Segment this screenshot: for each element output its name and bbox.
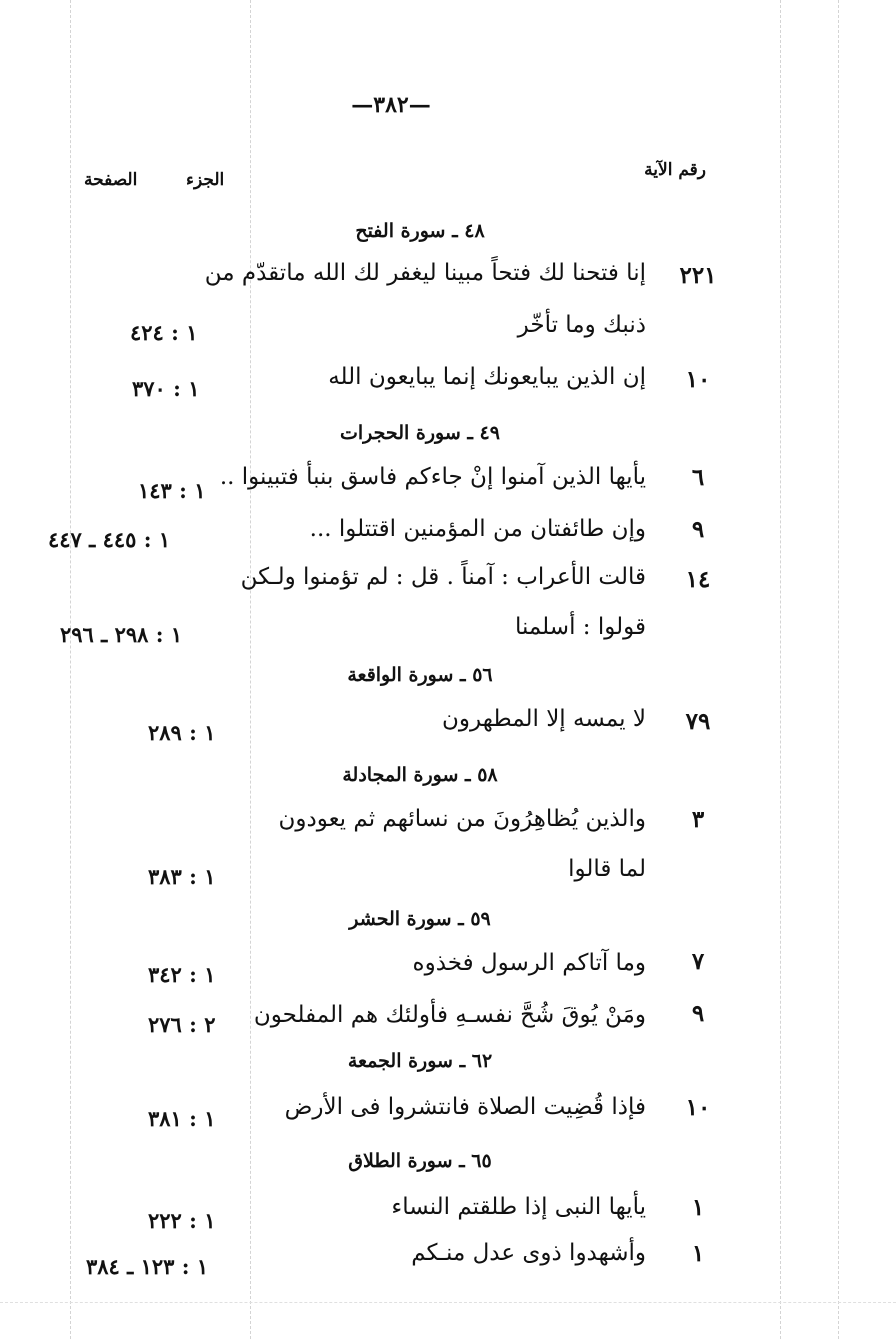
- ayah-text: إنا فتحنا لك فتحاً مبينا ليغفر لك الله ماتقدّم من: [204, 260, 646, 286]
- ayah-number: ١: [691, 1194, 705, 1221]
- reference: ١ : ٣٧٠: [132, 376, 200, 401]
- ayah-text: لا يمسه إلا المطهرون: [442, 706, 646, 732]
- surah-heading: ٤٨ ـ سورة الفتح: [355, 220, 485, 242]
- reference: ١ : ١٤٣: [138, 478, 206, 503]
- reference: ١ : ٤٢٤: [130, 320, 198, 345]
- scan-guide-line: [0, 1302, 896, 1303]
- ayah-number: ٧٩: [685, 708, 711, 735]
- ayah-number: ١٠: [685, 366, 711, 393]
- ayah-text: فإذا قُضِيت الصلاة فانتشروا فى الأرض: [284, 1094, 646, 1120]
- surah-heading: ٦٥ ـ سورة الطلاق: [348, 1150, 492, 1172]
- ayah-text: لما قالوا: [568, 856, 646, 882]
- reference: ١ : ٢٨٩: [148, 720, 216, 745]
- reference: ١ : ٣٨٣: [148, 864, 216, 889]
- scan-guide-line: [250, 0, 251, 1339]
- surah-heading: ٦٢ ـ سورة الجمعة: [347, 1050, 493, 1072]
- ayah-number: ٩: [691, 1000, 705, 1027]
- ayah-number: ٣: [691, 806, 705, 833]
- surah-heading: ٤٩ ـ سورة الحجرات: [340, 422, 500, 444]
- scan-guide-line: [838, 0, 839, 1339]
- ayah-text: وأشهدوا ذوى عدل منـكم: [411, 1240, 646, 1266]
- reference: ١ : ٢٢٢: [148, 1208, 216, 1233]
- page-number: —٣٨٢—: [351, 92, 431, 118]
- ayah-text: وإن طائفتان من المؤمنين اقتتلوا ...: [309, 516, 646, 542]
- ayah-number: ٧: [691, 948, 705, 975]
- ayah-number: ٩: [691, 516, 705, 543]
- surah-heading: ٥٩ ـ سورة الحشر: [349, 908, 491, 930]
- surah-heading: ٥٨ ـ سورة المجادلة: [342, 764, 498, 786]
- scan-guide-line: [70, 0, 71, 1339]
- ayah-text: يأيها الذين آمنوا إنْ جاءكم فاسق بنبأ فتبينوا ..: [219, 464, 646, 490]
- ayah-text: ذنبك وما تأخّر: [517, 312, 646, 338]
- ayah-number: ١٠: [685, 1094, 711, 1121]
- ayah-text: وما آتاكم الرسول فخذوه: [412, 950, 646, 976]
- reference: ٢ : ٢٧٦: [148, 1012, 216, 1037]
- header-juz: الجزء: [186, 170, 225, 190]
- header-ayah-number: رقم الآية: [644, 160, 706, 180]
- ayah-number: ٢٢١: [679, 262, 717, 289]
- header-page: الصفحة: [84, 170, 138, 190]
- ayah-text: إن الذين يبايعونك إنما يبايعون الله: [328, 364, 646, 390]
- ayah-text: والذين يُظاهِرُونَ من نسائهم ثم يعودون: [278, 806, 646, 832]
- reference: ١ : ٣٤٢: [148, 962, 216, 987]
- ayah-text: قالت الأعراب : آمناً . قل : لم تؤمنوا ولـكن: [240, 564, 646, 590]
- reference: ١ : ٤٤٥ ـ ٤٤٧: [48, 527, 171, 552]
- ayah-number: ١: [691, 1240, 705, 1267]
- ayah-text: قولوا : أسلمنا: [514, 614, 646, 640]
- reference: ١ : ١٢٣ ـ ٣٨٤: [86, 1254, 209, 1279]
- ayah-number: ٦: [691, 464, 705, 491]
- reference: ١ : ٣٨١: [148, 1106, 216, 1131]
- ayah-text: ومَنْ يُوقَ شُحَّ نفسـهِ فأولئك هم المفلحون: [253, 1002, 646, 1028]
- surah-heading: ٥٦ ـ سورة الواقعة: [347, 664, 493, 686]
- scan-guide-line: [780, 0, 781, 1339]
- ayah-text: يأيها النبى إذا طلقتم النساء: [391, 1194, 646, 1220]
- ayah-number: ١٤: [685, 566, 711, 593]
- reference: ١ : ٢٩٨ ـ ٢٩٦: [60, 622, 183, 647]
